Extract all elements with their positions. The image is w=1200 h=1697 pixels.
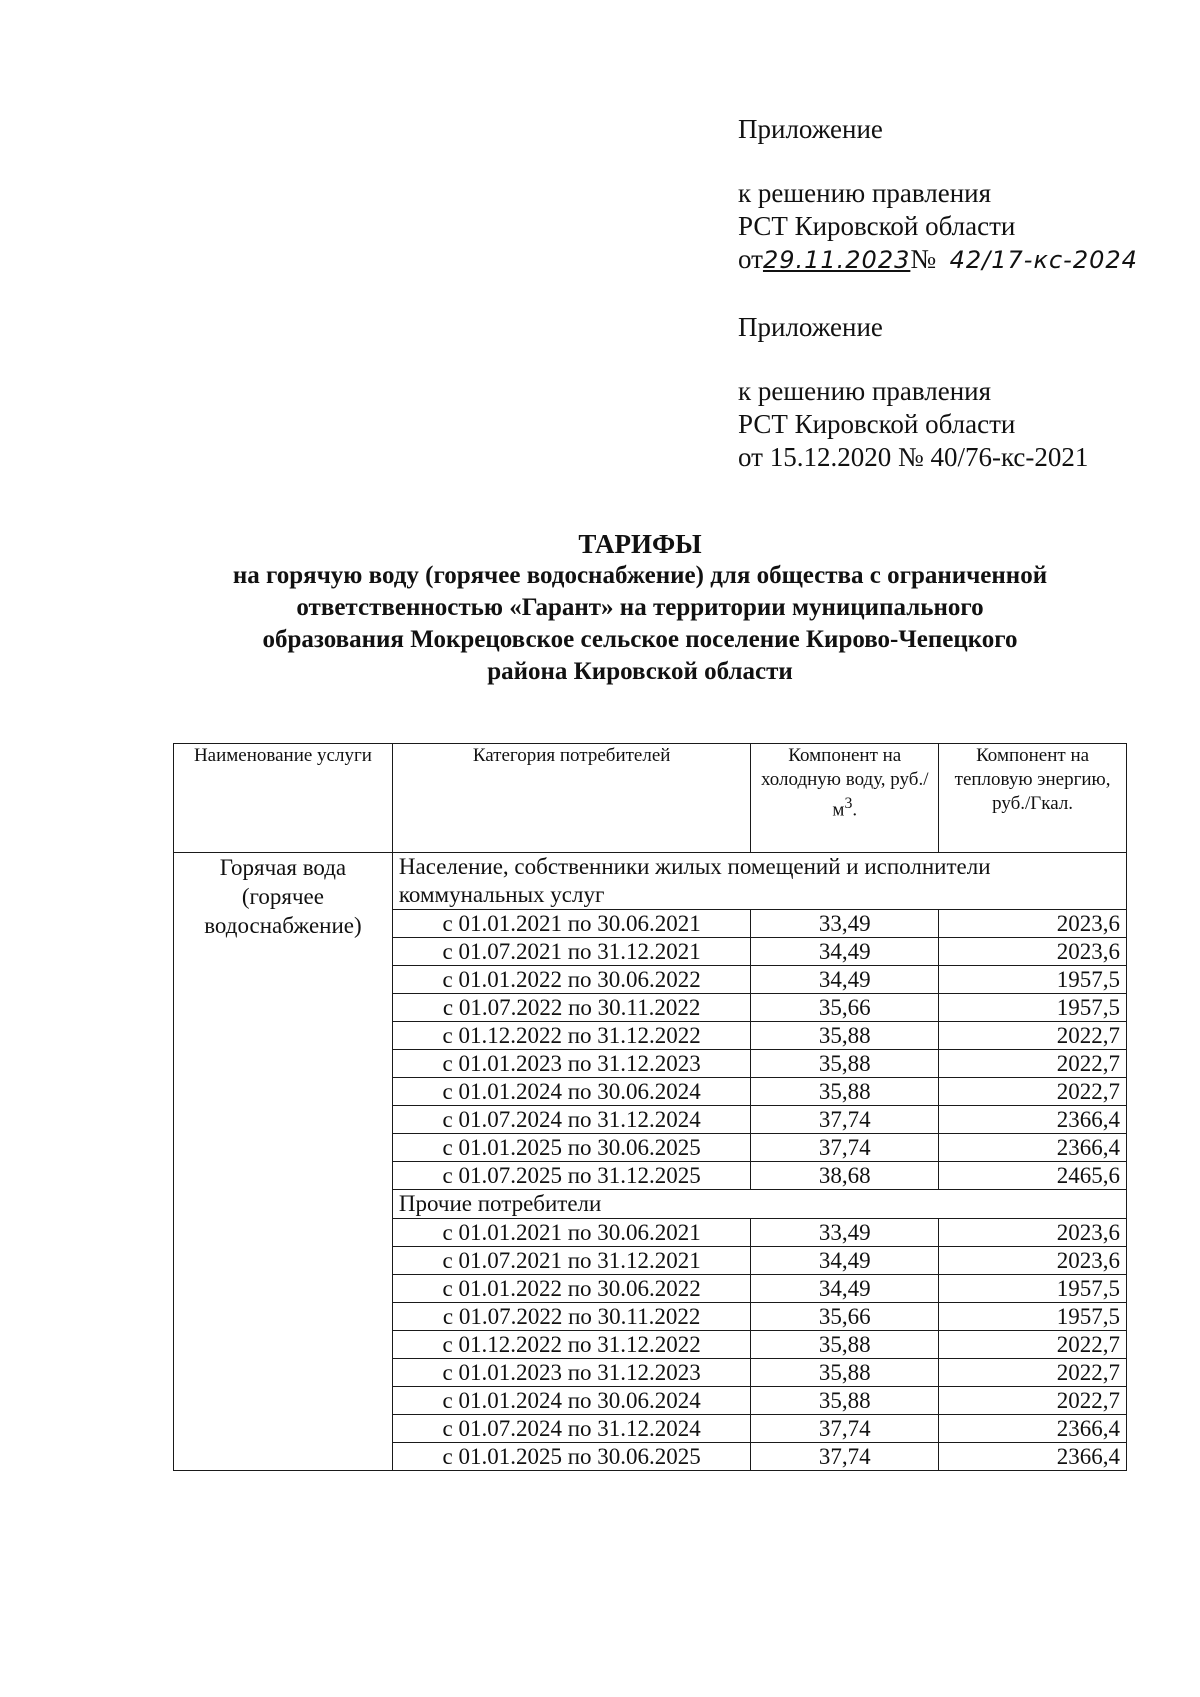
cold-water-cell: 35,88 bbox=[751, 1359, 939, 1387]
service-name: Горячая вода (горячее водоснабжение) bbox=[174, 853, 393, 1471]
appendix-date-line bbox=[738, 243, 1178, 277]
category-row bbox=[174, 853, 1127, 910]
heat-cell: 1957,5 bbox=[939, 994, 1127, 1022]
period-cell: с 01.07.2022 по 30.11.2022 bbox=[392, 1303, 750, 1331]
consumer-category: Прочие потребители bbox=[392, 1190, 1126, 1219]
cold-water-cell: 35,88 bbox=[751, 1078, 939, 1106]
heat-cell: 2023,6 bbox=[939, 910, 1127, 938]
cold-water-cell: 35,66 bbox=[751, 1303, 939, 1331]
document-title-line: района Кировской области bbox=[487, 658, 793, 685]
cold-water-cell: 34,49 bbox=[751, 1247, 939, 1275]
heat-cell: 2023,6 bbox=[939, 938, 1127, 966]
tariff-table bbox=[173, 743, 1127, 1471]
appendix-line: от 15.12.2020 № 40/76-кс-2021 bbox=[738, 442, 1089, 472]
from-prefix: от bbox=[738, 244, 763, 274]
appendix-line: к решению правления bbox=[738, 376, 992, 406]
cold-water-cell: 38,68 bbox=[751, 1162, 939, 1190]
period-cell: с 01.01.2022 по 30.06.2022 bbox=[392, 966, 750, 994]
heat-cell: 2022,7 bbox=[939, 1022, 1127, 1050]
period-cell: с 01.07.2024 по 31.12.2024 bbox=[392, 1106, 750, 1134]
cold-water-cell: 37,74 bbox=[751, 1106, 939, 1134]
heat-cell: 2366,4 bbox=[939, 1134, 1127, 1162]
period-cell: с 01.07.2021 по 31.12.2021 bbox=[392, 1247, 750, 1275]
period-cell: с 01.01.2024 по 30.06.2024 bbox=[392, 1078, 750, 1106]
appendix-current bbox=[738, 113, 1178, 277]
heat-cell: 1957,5 bbox=[939, 1275, 1127, 1303]
heat-cell: 2366,4 bbox=[939, 1415, 1127, 1443]
document-title-main: ТАРИФЫ bbox=[578, 529, 702, 559]
period-cell: с 01.01.2021 по 30.06.2021 bbox=[392, 1219, 750, 1247]
cold-water-cell: 35,88 bbox=[751, 1331, 939, 1359]
period-cell: с 01.01.2024 по 30.06.2024 bbox=[392, 1387, 750, 1415]
cold-water-cell: 34,49 bbox=[751, 1275, 939, 1303]
appendix-title: Приложение bbox=[738, 114, 883, 144]
cold-water-cell: 37,74 bbox=[751, 1134, 939, 1162]
period-cell: с 01.01.2022 по 30.06.2022 bbox=[392, 1275, 750, 1303]
period-cell: с 01.01.2021 по 30.06.2021 bbox=[392, 910, 750, 938]
heat-cell: 2023,6 bbox=[939, 1247, 1127, 1275]
heat-cell: 2022,7 bbox=[939, 1050, 1127, 1078]
cold-water-cell: 33,49 bbox=[751, 1219, 939, 1247]
period-cell: с 01.12.2022 по 31.12.2022 bbox=[392, 1022, 750, 1050]
heat-cell: 2022,7 bbox=[939, 1331, 1127, 1359]
appendix-line: РСТ Кировской области bbox=[738, 211, 1016, 241]
document-title-line: ответственностью «Гарант» на территории муниципального bbox=[296, 594, 984, 621]
cold-water-cell: 35,66 bbox=[751, 994, 939, 1022]
document-title bbox=[150, 528, 1130, 688]
number-sign: № bbox=[910, 244, 937, 274]
heat-cell: 1957,5 bbox=[939, 966, 1127, 994]
appendix-title: Приложение bbox=[738, 312, 883, 342]
header-category: Категория потребителей bbox=[392, 744, 750, 853]
header-heat: Компонент на тепловую энергию, руб./Гкал. bbox=[939, 744, 1127, 853]
consumer-category: Население, собственники жилых помещений и исполнители коммунальных услуг bbox=[392, 853, 1126, 910]
appendix-line: РСТ Кировской области bbox=[738, 409, 1016, 439]
appendix-line: к решению правления bbox=[738, 178, 992, 208]
heat-cell: 2022,7 bbox=[939, 1078, 1127, 1106]
appendix-previous bbox=[738, 311, 1178, 474]
header-cold-water: Компонент на холодную воду, $руб./м^3$. bbox=[751, 744, 939, 853]
heat-cell: 2366,4 bbox=[939, 1106, 1127, 1134]
heat-cell: 2022,7 bbox=[939, 1387, 1127, 1415]
period-cell: с 01.01.2025 по 30.06.2025 bbox=[392, 1134, 750, 1162]
handwritten-date: 29.11.2023 bbox=[762, 246, 911, 274]
cold-water-cell: 37,74 bbox=[751, 1415, 939, 1443]
period-cell: с 01.07.2021 по 31.12.2021 bbox=[392, 938, 750, 966]
period-cell: с 01.12.2022 по 31.12.2022 bbox=[392, 1331, 750, 1359]
heat-cell: 1957,5 bbox=[939, 1303, 1127, 1331]
cold-water-cell: 34,49 bbox=[751, 938, 939, 966]
cold-water-cell: 33,49 bbox=[751, 910, 939, 938]
document-title-line: на горячую воду (горячее водоснабжение) для общества с ограниченной bbox=[232, 562, 1048, 589]
period-cell: с 01.01.2023 по 31.12.2023 bbox=[392, 1359, 750, 1387]
period-cell: с 01.01.2023 по 31.12.2023 bbox=[392, 1050, 750, 1078]
period-cell: с 01.07.2025 по 31.12.2025 bbox=[392, 1162, 750, 1190]
heat-cell: 2023,6 bbox=[939, 1219, 1127, 1247]
heat-cell: 2366,4 bbox=[939, 1443, 1127, 1471]
document-title-line: образования Мокрецовское сельское поселение Кирово-Чепецкого bbox=[262, 626, 1018, 653]
heat-cell: 2022,7 bbox=[939, 1359, 1127, 1387]
cold-water-cell: 35,88 bbox=[751, 1387, 939, 1415]
cold-water-cell: 34,49 bbox=[751, 966, 939, 994]
heat-cell: 2465,6 bbox=[939, 1162, 1127, 1190]
period-cell: с 01.07.2022 по 30.11.2022 bbox=[392, 994, 750, 1022]
cold-water-cell: 35,88 bbox=[751, 1050, 939, 1078]
cold-water-cell: 37,74 bbox=[751, 1443, 939, 1471]
handwritten-number: 42/17-кс-2024 bbox=[949, 246, 1138, 274]
period-cell: с 01.07.2024 по 31.12.2024 bbox=[392, 1415, 750, 1443]
period-cell: с 01.01.2025 по 30.06.2025 bbox=[392, 1443, 750, 1471]
header-service: Наименование услуги bbox=[174, 744, 393, 853]
table-header-row bbox=[174, 744, 1127, 853]
cold-water-cell: 35,88 bbox=[751, 1022, 939, 1050]
